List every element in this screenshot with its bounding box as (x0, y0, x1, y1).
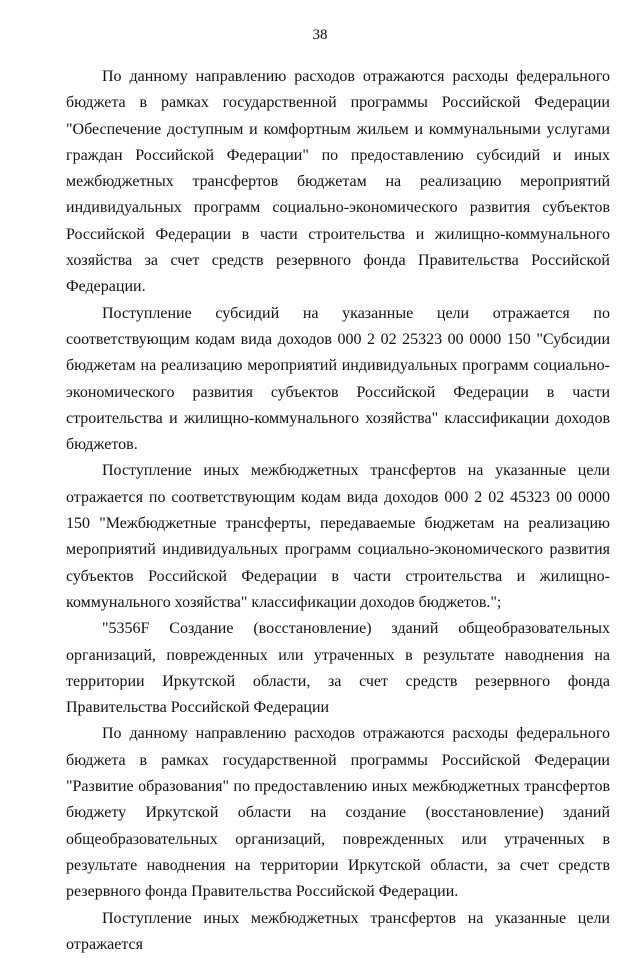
paragraph-5356f-heading: "5356F Создание (восстановление) зданий общеобразовательных организаций, поврежденных или утраченных в результате наводнения на территории Иркутской области, за счет средств резервного фонда Правительства Российской Федерации (66, 616, 610, 721)
paragraph-transfer-income-continued: Поступление иных межбюджетных трансфертов на указанные цели отражается (66, 906, 610, 958)
page-number: 38 (0, 26, 640, 44)
paragraph-5356f-description: По данному направлению расходов отражаются расходы федерального бюджета в рамках государственной программы Российской Федерации "Развитие образования" по предоставлению иных межбюджетных трансфертов бюджету Иркутской области на создание (восстановление) зданий общеобразовательных организаций, поврежденных или утраченных в результате наводнения на территории Иркутской области, за счет средств резервного фонда Правительства Российской Федерации. (66, 721, 610, 905)
paragraph-direction-description: По данному направлению расходов отражаются расходы федерального бюджета в рамках государственной программы Российской Федерации "Обеспечение доступным и комфортным жильем и коммунальными услугами граждан Российской Федерации" по предоставлению субсидий и иных межбюджетных трансфертов бюджетам на реализацию мероприятий индивидуальных программ социально-экономического развития субъектов Российской Федерации в части строительства и жилищно-коммунального хозяйства за счет средств резервного фонда Правительства Российской Федерации. (66, 64, 610, 301)
paragraph-subsidy-income-code: Поступление субсидий на указанные цели отражается по соответствующим кодам вида доходов 000 2 02 25323 00 0000 150 "Субсидии бюджетам на реализацию мероприятий индивидуальных программ социально-экономического развития субъектов Российской Федерации в части строительства и жилищно-коммунального хозяйства" классификации доходов бюджетов. (66, 301, 610, 459)
document-body (66, 64, 610, 958)
paragraph-transfer-income-code: Поступление иных межбюджетных трансфертов на указанные цели отражается по соответствующим кодам вида доходов 000 2 02 45323 00 0000 150 "Межбюджетные трансферты, передаваемые бюджетам на реализацию мероприятий индивидуальных программ социально-экономического развития субъектов Российской Федерации в части строительства и жилищно-коммунального хозяйства" классификации доходов бюджетов."; (66, 458, 610, 616)
